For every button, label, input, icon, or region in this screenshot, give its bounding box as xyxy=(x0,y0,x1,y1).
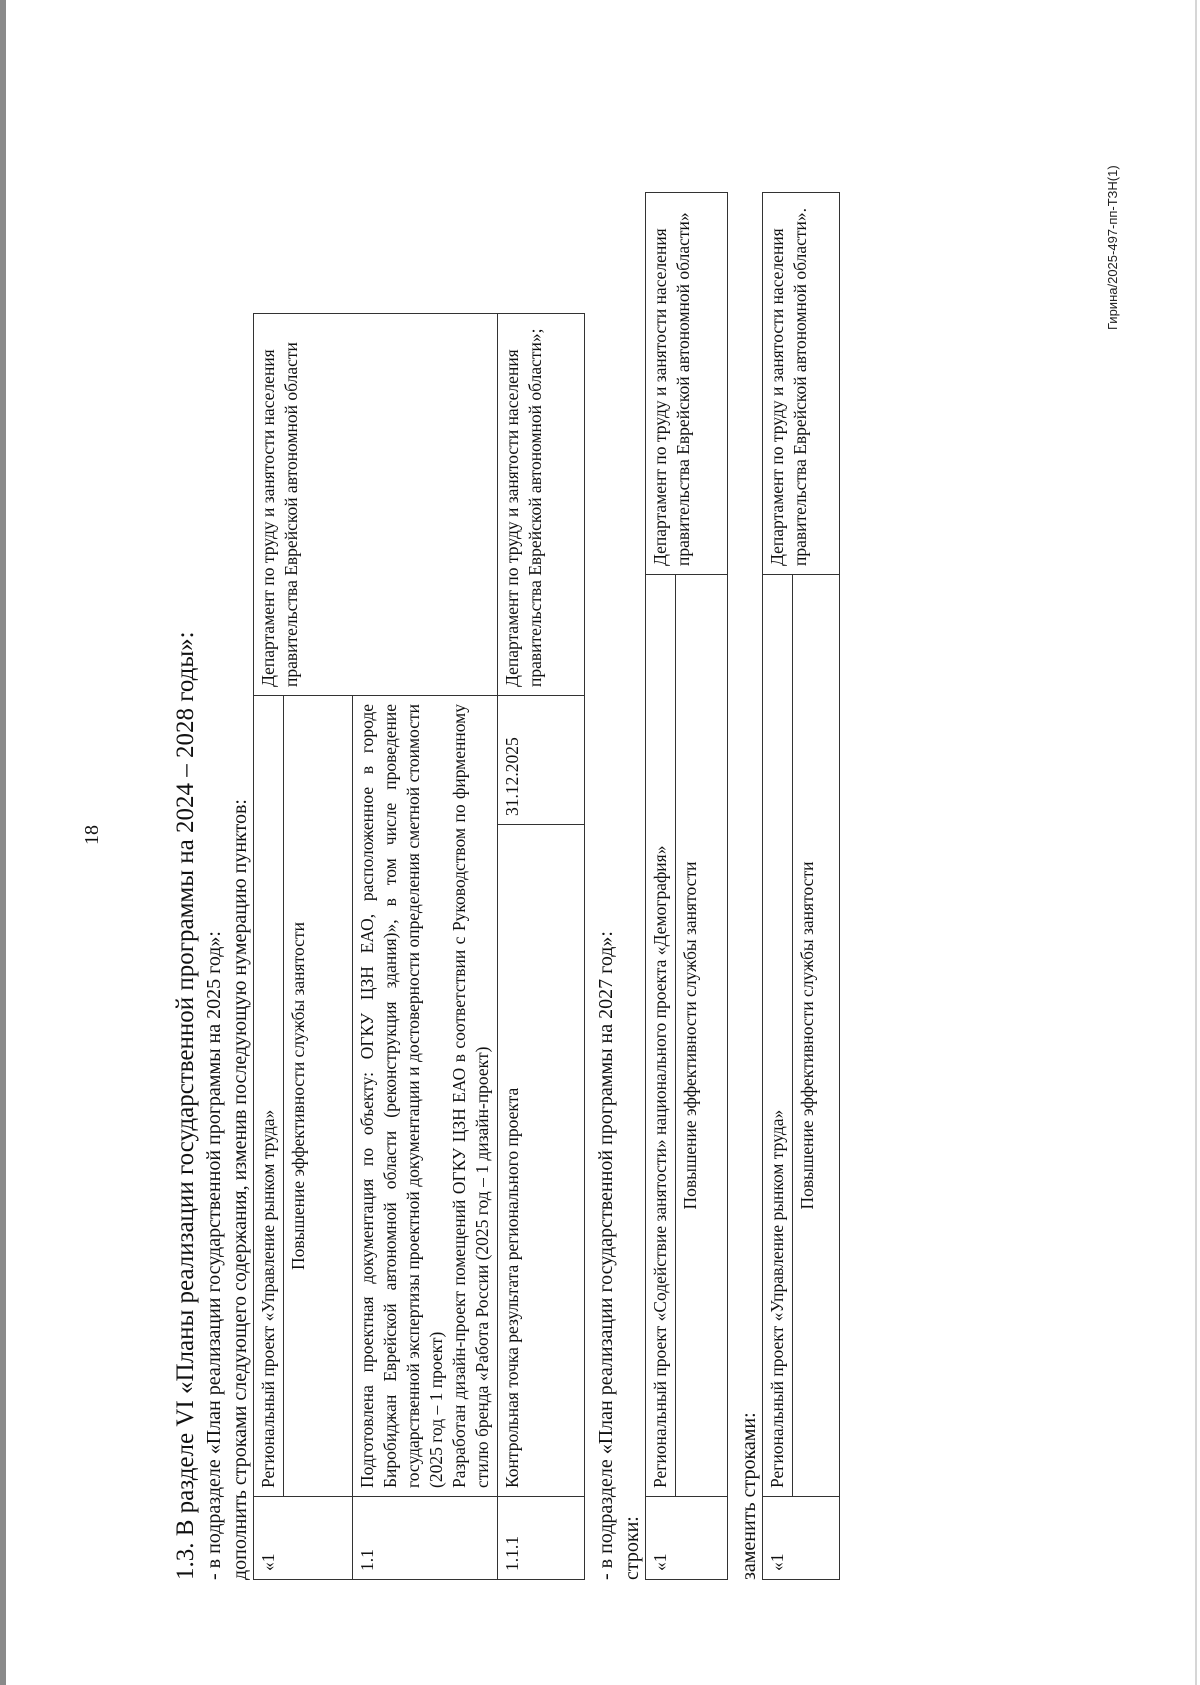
plan-table-2025 xyxy=(253,313,585,1580)
replace-label: заменить строками: xyxy=(738,1412,760,1580)
row-name: Повышение эффективности службы занятости xyxy=(676,575,728,1497)
table-row xyxy=(763,193,793,1580)
plan-table-2027 xyxy=(645,192,728,1580)
scan-edge xyxy=(0,0,6,1685)
row-name: Региональный проект «Управление рынком труда» xyxy=(763,575,793,1497)
row-responsible: Департамент по труду и занятости населения правительства Еврейской автономной области xyxy=(254,314,498,696)
subsection-2025: - в подразделе «План реализации государственной программы на 2025 год»: xyxy=(203,931,225,1580)
plan-table-replace xyxy=(762,192,840,1580)
row-responsible: Департамент по труду и занятости населения правительства Еврейской автономной области». xyxy=(763,193,840,575)
row-name: Повышение эффективности службы занятости xyxy=(284,696,353,1497)
row-text-line: Подготовлена проектная документация по объекту: ОГКУ ЦЗН ЕАО, расположенное в городе Биробиджан Еврейской автономной области (реконструкция здания)», в том числе проведение государственной экспертизы проектной документации и достоверности определения сметной стоимости (2025 год – 1 проект) xyxy=(357,704,446,1488)
scan-edge-right xyxy=(1195,0,1197,1685)
row-name: Повышение эффективности службы занятости xyxy=(793,575,840,1497)
document-footer-code: Гирина/2025-497-пп-ТЗН(1) xyxy=(1105,165,1120,330)
row-name: Региональный проект «Содействие занятости» национального проекта «Демография» xyxy=(646,575,676,1497)
row-responsible: Департамент по труду и занятости населения правительства Еврейской автономной области»; xyxy=(498,314,585,696)
subsection-2027: - в подразделе «План реализации государственной программы на 2027 год»: xyxy=(595,931,617,1580)
rows-label: строки: xyxy=(621,1516,643,1580)
row-number: «1 xyxy=(254,1497,353,1580)
page-number: 18 xyxy=(81,825,103,845)
row-name xyxy=(353,696,498,1497)
row-number: «1 xyxy=(646,1497,728,1580)
row-name: Контрольная точка результата регионального проекта xyxy=(498,825,585,1497)
section-heading: 1.3. В разделе VI «Планы реализации государственной программы на 2024 – 2028 годы»: xyxy=(172,631,199,1580)
instruction-2025: дополнить строками следующего содержания, изменив последующую нумерацию пунктов: xyxy=(229,799,251,1580)
row-text-line: Разработан дизайн-проект помещений ОГКУ ЦЗН ЕАО в соответствии с Руководством по фирменному стилю бренда «Работа России (2025 год – 1 дизайн-проект) xyxy=(449,704,492,1488)
rotated-content xyxy=(170,70,1050,1580)
table-row xyxy=(498,314,585,1580)
row-name: Региональный проект «Управление рынком труда» xyxy=(254,696,284,1497)
row-number: 1.1.1 xyxy=(498,1497,585,1580)
table-row xyxy=(646,193,676,1580)
table-row xyxy=(254,314,284,1580)
row-number: «1 xyxy=(763,1497,840,1580)
row-responsible: Департамент по труду и занятости населения правительства Еврейской автономной области» xyxy=(646,193,728,575)
row-date: 31.12.2025 xyxy=(498,696,585,825)
row-number: 1.1 xyxy=(353,1497,498,1580)
